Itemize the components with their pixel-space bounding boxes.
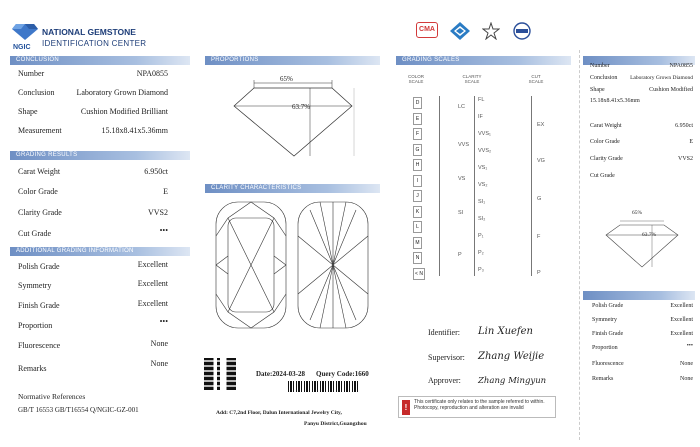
logo-text: NGIC bbox=[13, 44, 31, 51]
notice-text: This certificate only relates to the sample referred to within. Photocopy, reproduction and alteration are invalid bbox=[414, 399, 545, 411]
stub-symmetry: Excellent bbox=[670, 317, 693, 323]
ngic-logo bbox=[12, 22, 38, 51]
conclusion-row-label: Number bbox=[18, 69, 45, 78]
query-code: Query Code:1660 bbox=[316, 370, 369, 378]
qr-code-overlay-icon bbox=[204, 358, 236, 390]
color-grade-cell: H bbox=[413, 159, 422, 171]
clarity-group: P bbox=[458, 252, 462, 258]
depth-percentage: 63.7% bbox=[292, 103, 311, 111]
clarity-subgrade: IF bbox=[478, 114, 483, 120]
color-grade-cell: J bbox=[413, 190, 422, 202]
ngtc-seal-icon bbox=[482, 22, 500, 40]
stub-label: Number bbox=[590, 63, 610, 69]
shape-value: Cushion Modified Brilliant bbox=[80, 107, 168, 116]
stub-label: Conclusion bbox=[590, 75, 618, 81]
address-line-2: Panyu District,Guangzhou bbox=[304, 421, 367, 427]
stub-polish: Excellent bbox=[670, 303, 693, 309]
barcode bbox=[288, 381, 358, 392]
stub-additional-bar bbox=[583, 291, 695, 300]
stub-grading-table bbox=[590, 123, 693, 193]
approver-label: Approver: bbox=[428, 376, 461, 385]
table-percentage: 65% bbox=[280, 75, 293, 83]
stub-finish: Excellent bbox=[670, 331, 693, 337]
clarity-grade-value: VVS2 bbox=[147, 208, 168, 217]
color-grade-cell: < N bbox=[413, 268, 425, 280]
stub-measurement: 15.18x8.41x5.36mm bbox=[590, 98, 640, 104]
clarity-subgrade: VS₂ bbox=[478, 182, 488, 188]
stub-shape: Cushion Modified bbox=[649, 87, 693, 93]
cut-grade-value: ••• bbox=[159, 226, 168, 235]
clarity-subgrade: P₃ bbox=[478, 267, 484, 273]
additional-row-label: Fluorescence bbox=[18, 341, 61, 350]
stub-number: NPA0855 bbox=[669, 63, 693, 69]
clarity-subgrade: P₂ bbox=[478, 250, 484, 256]
clarity-subgrade: FL bbox=[478, 97, 485, 103]
diamond-logo-icon bbox=[12, 22, 38, 40]
conclusion-value: Laboratory Grown Diamond bbox=[76, 88, 168, 97]
grading-row-label: Color Grade bbox=[18, 187, 58, 196]
identifier-label: Identifier: bbox=[428, 328, 460, 337]
supervisor-signature: Zhang Weijie bbox=[478, 351, 545, 362]
stub-label: Clarity Grade bbox=[590, 156, 623, 162]
grading-row-label: Carat Weight bbox=[18, 167, 61, 176]
additional-row-label: Polish Grade bbox=[18, 262, 60, 271]
proportion-value: ••• bbox=[159, 317, 168, 326]
clarity-scale-header: CLARITY SCALE bbox=[462, 74, 482, 84]
warning-icon: ! bbox=[402, 400, 410, 415]
org-name-line2: IDENTIFICATION CENTER bbox=[42, 39, 147, 48]
cut-grade: G bbox=[537, 196, 542, 202]
measurement-value: 15.18x8.41x5.36mm bbox=[101, 126, 168, 135]
grading-results-header: GRADING RESULTS bbox=[10, 151, 190, 160]
cnas-seal-icon bbox=[512, 22, 532, 40]
stub-top-table bbox=[590, 63, 693, 105]
proportion-diagram bbox=[214, 70, 374, 162]
polish-value: Excellent bbox=[137, 260, 168, 269]
ilac-seal-icon bbox=[450, 22, 470, 40]
conclusion-row-label: Measurement bbox=[18, 126, 62, 135]
stub-label: Cut Grade bbox=[590, 173, 615, 179]
color-grade-cell: I bbox=[413, 175, 422, 187]
clarity-group: SI bbox=[458, 210, 464, 216]
cut-grade: EX bbox=[537, 122, 545, 128]
stub-label: Proportion bbox=[592, 345, 618, 351]
stub-depth-pct: 63.7% bbox=[642, 232, 657, 238]
clarity-plot-diagram bbox=[210, 196, 380, 336]
cut-scale-line bbox=[531, 96, 532, 276]
stub-color: E bbox=[689, 139, 693, 145]
stub-conclusion: Laboratory Grown Diamond bbox=[630, 75, 693, 81]
clarity-group: VVS bbox=[458, 142, 470, 148]
notice-box bbox=[398, 396, 556, 418]
remarks-value: None bbox=[150, 359, 168, 368]
stub-label: Symmetry bbox=[592, 317, 617, 323]
symmetry-value: Excellent bbox=[137, 279, 168, 288]
additional-row-label: Finish Grade bbox=[18, 301, 60, 310]
identifier-signature: Lin Xuefen bbox=[478, 326, 533, 337]
color-grade-cell: E bbox=[413, 113, 422, 125]
color-grade-value: E bbox=[163, 187, 168, 196]
grading-results-table bbox=[18, 164, 168, 244]
cut-scale-header: CUT SCALE bbox=[528, 74, 544, 84]
clarity-characteristics-header: CLARITY CHARACTERISTICS bbox=[205, 184, 380, 193]
report-date: Date:2024-03-28 bbox=[256, 370, 305, 378]
cma-seal-icon: CMA bbox=[416, 22, 438, 38]
stub-table-pct: 65% bbox=[632, 210, 643, 216]
grading-row-label: Clarity Grade bbox=[18, 208, 62, 217]
grading-scales-header: GRADING SCALES bbox=[396, 56, 571, 65]
conclusion-header: CONCLUSION bbox=[10, 56, 190, 65]
color-scale-line bbox=[439, 96, 440, 276]
stub-additional-table bbox=[592, 303, 693, 385]
cut-grade: F bbox=[537, 234, 541, 240]
color-grade-cell: K bbox=[413, 206, 422, 218]
address-line-1: Add: C7,2nd Floor, Dalun International Jewelry City, bbox=[216, 410, 342, 416]
stub-label: Remarks bbox=[592, 376, 614, 382]
stub-label: Shape bbox=[590, 87, 605, 93]
color-grade-cell: D bbox=[413, 97, 422, 109]
color-grade-cell: M bbox=[413, 237, 422, 249]
additional-grading-table bbox=[18, 258, 168, 378]
color-grade-cell: N bbox=[413, 252, 422, 264]
clarity-subgrade: SI₁ bbox=[478, 199, 486, 205]
approver-signature: Zhang Mingyun bbox=[478, 376, 547, 386]
clarity-subgrade: VVS₂ bbox=[478, 148, 492, 154]
clarity-scale-line bbox=[474, 96, 475, 276]
additional-row-label: Proportion bbox=[18, 321, 53, 330]
conclusion-row-label: Conclusion bbox=[18, 88, 55, 97]
number-value: NPA0855 bbox=[136, 69, 168, 78]
supervisor-label: Supervisor: bbox=[428, 353, 465, 362]
normative-refs: GB/T 16553 GB/T16554 Q/NGIC-GZ-001 bbox=[18, 406, 139, 414]
clarity-subgrade: SI₂ bbox=[478, 216, 486, 222]
proportions-header: PROPORTIONS bbox=[205, 56, 380, 65]
additional-grading-header: ADDITIONAL GRADING INFORMATION bbox=[10, 247, 190, 256]
stub-label: Color Grade bbox=[590, 139, 620, 145]
color-scale-header: COLOR SCALE bbox=[407, 74, 424, 84]
clarity-group: LC bbox=[458, 104, 466, 110]
org-name-line1: NATIONAL GEMSTONE bbox=[42, 27, 136, 37]
normative-title: Normative References bbox=[18, 392, 86, 401]
clarity-subgrade: P₁ bbox=[478, 233, 484, 239]
stub-proportion-diagram bbox=[594, 215, 690, 271]
stub-label: Finish Grade bbox=[592, 331, 624, 337]
stub-label: Polish Grade bbox=[592, 303, 624, 309]
cut-grade: P bbox=[537, 270, 541, 276]
additional-row-label: Remarks bbox=[18, 364, 47, 373]
grading-row-label: Cut Grade bbox=[18, 229, 52, 238]
finish-value: Excellent bbox=[137, 299, 168, 308]
stub-carat: 6.950ct bbox=[675, 123, 693, 129]
additional-row-label: Symmetry bbox=[18, 281, 52, 290]
fluorescence-value: None bbox=[150, 339, 168, 348]
stub-label: Fluorescence bbox=[592, 361, 624, 367]
stub-fluorescence: None bbox=[680, 361, 693, 367]
stub-divider bbox=[579, 50, 580, 440]
color-grade-cell: G bbox=[413, 144, 422, 156]
org-name bbox=[42, 27, 146, 49]
color-grade-cell: F bbox=[413, 128, 422, 140]
cut-grade: VG bbox=[537, 158, 545, 164]
seal-row bbox=[416, 22, 536, 44]
conclusion-row-label: Shape bbox=[18, 107, 38, 116]
stub-clarity: VVS2 bbox=[677, 156, 693, 162]
clarity-group: VS bbox=[458, 176, 466, 182]
clarity-subgrade: VVS₁ bbox=[478, 131, 491, 137]
stub-proportion: ••• bbox=[686, 343, 693, 349]
stub-label: Carat Weight bbox=[590, 123, 622, 129]
carat-weight-value: 6.950ct bbox=[144, 167, 168, 176]
color-grade-cell: L bbox=[413, 221, 422, 233]
clarity-subgrade: VS₁ bbox=[478, 165, 488, 171]
stub-remarks: None bbox=[680, 376, 693, 382]
